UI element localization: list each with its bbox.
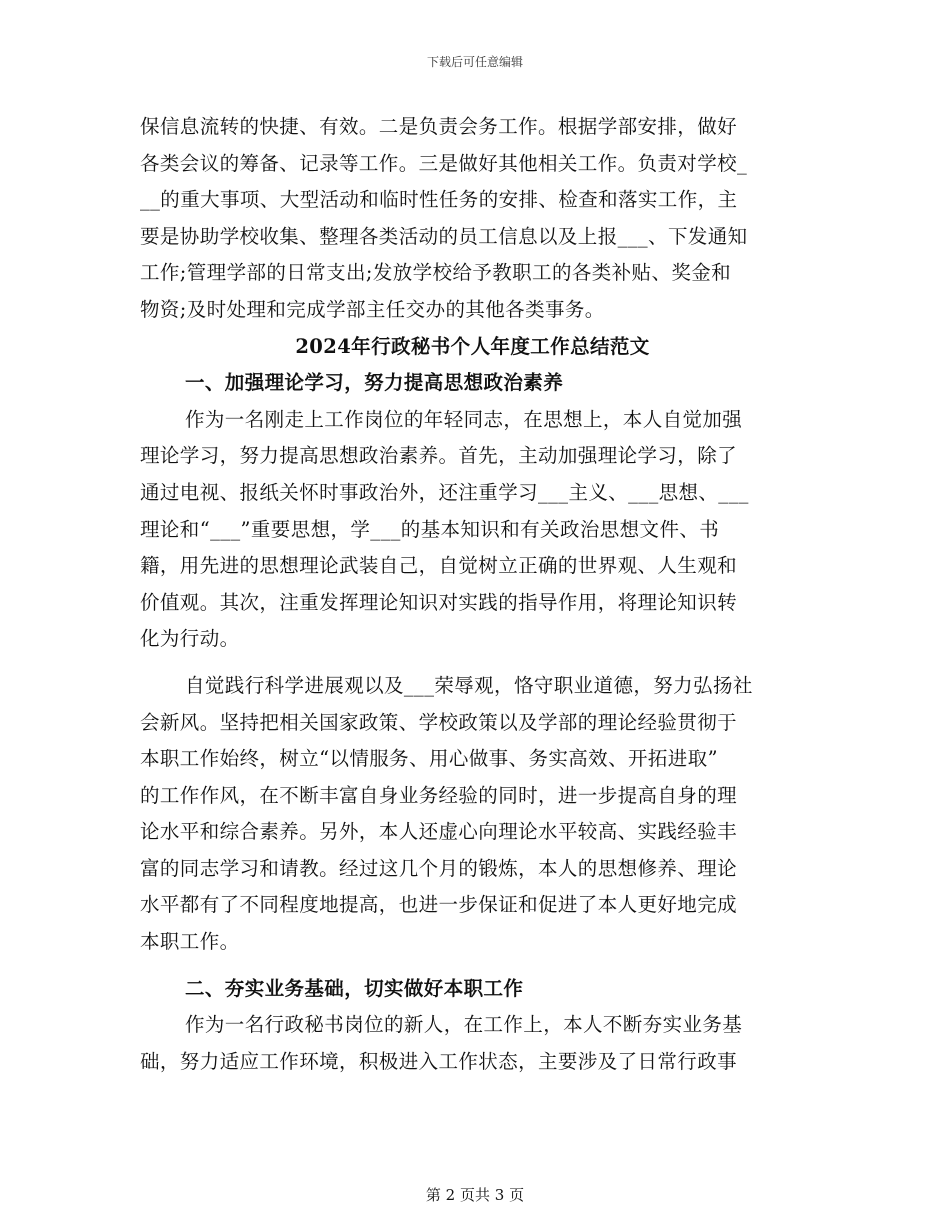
text-line: 要是协助学校收集、整理各类活动的员工信息以及上报___、下发通知 [140, 224, 748, 248]
text-line: 理论和“___”重要思想，学___的基本知识和有关政治思想文件、书 [140, 517, 720, 541]
text-line: 工作;管理学部的日常支出;发放学校给予教职工的各类补贴、奖金和 [140, 261, 732, 285]
text-line: 籍，用先进的思想理论武装自己，自觉树立正确的世界观、人生观和 [140, 554, 738, 578]
text-line: 理论学习，努力提高思想政治素养。首先，主动加强理论学习，除了 [140, 444, 738, 468]
text-line: 本职工作始终，树立“以情服务、用心做事、务实高效、开拓进取” [140, 747, 718, 771]
page-header: 下载后可任意编辑 [426, 55, 523, 69]
text-line: 自觉践行科学进展观以及___荣辱观，恪守职业道德，努力弘扬社 [185, 673, 753, 697]
text-line: 保信息流转的快捷、有效。二是负责会务工作。根据学部安排，做好 [140, 115, 738, 138]
text-line: 础，努力适应工作环境，积极进入工作状态，主要涉及了日常行政事 [140, 1049, 738, 1073]
document-title: 2024年行政秘书个人年度工作总结范文 [295, 334, 650, 358]
text-line: 作为一名行政秘书岗位的新人，在工作上，本人不断夯实业务基 [185, 1013, 743, 1037]
text-line: 价值观。其次，注重发挥理论知识对实践的指导作用，将理论知识转 [140, 590, 738, 614]
text-line: 会新风。坚持把相关国家政策、学校政策以及学部的理论经验贯彻于 [140, 710, 738, 734]
text-line: 的工作作风，在不断丰富自身业务经验的同时，进一步提高自身的理 [140, 783, 738, 807]
page-footer: 第 2 页共 3 页 [425, 1186, 525, 1204]
text-line: 作为一名刚走上工作岗位的年轻同志，在思想上，本人自觉加强 [185, 407, 743, 431]
text-line: 通过电视、报纸关怀时事政治外，还注重学习___主义、___思想、___ [140, 480, 749, 504]
section-heading-2: 二、夯实业务基础，切实做好本职工作 [185, 976, 524, 1000]
text-line: 物资;及时处理和完成学部主任交办的其他各类事务。 [140, 297, 605, 321]
document-body [140, 109, 805, 1080]
text-line: 水平都有了不同程度地提高，也进一步保证和促进了本人更好地完成 [140, 893, 738, 917]
text-line: 论水平和综合素养。另外，本人还虚心向理论水平较高、实践经验丰 [140, 820, 738, 844]
section-heading-1: 一、加强理论学习，努力提高思想政治素养 [185, 371, 564, 395]
text-line: 化为行动。 [140, 627, 240, 651]
text-line: 富的同志学习和请教。经过这几个月的锻炼，本人的思想修养、理论 [140, 856, 738, 880]
text-line: 本职工作。 [140, 930, 240, 954]
text-line: 各类会议的筹备、记录等工作。三是做好其他相关工作。负责对学校_ [140, 151, 748, 175]
text-line: __的重大事项、大型活动和临时性任务的安排、检查和落实工作，主 [140, 188, 738, 212]
